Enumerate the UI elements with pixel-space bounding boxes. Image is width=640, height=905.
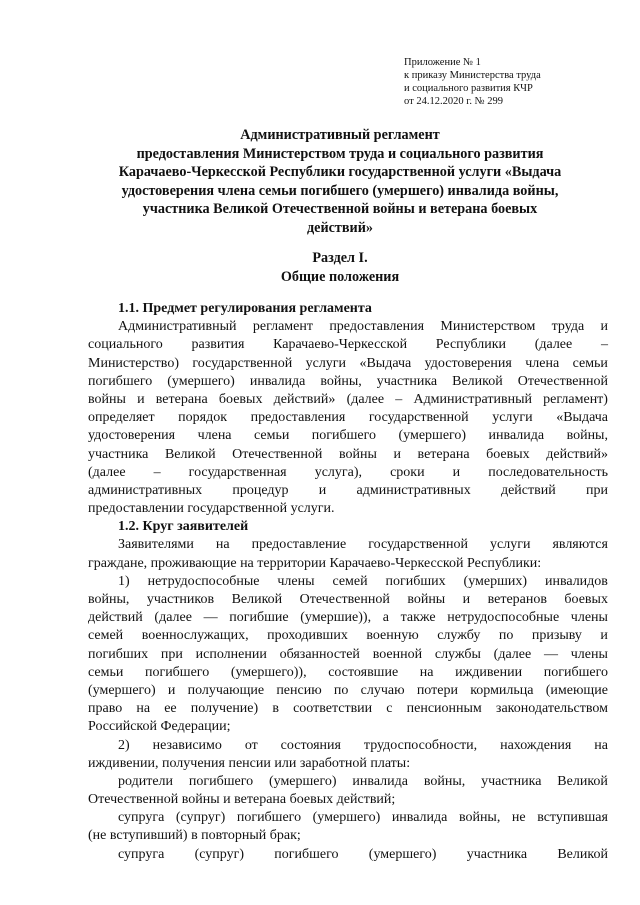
word: нетрудоспособные <box>447 610 560 626</box>
word: при <box>160 646 183 662</box>
word: – <box>153 464 161 480</box>
word: по <box>498 628 514 644</box>
word: иждивении <box>455 664 523 680</box>
word: Великой <box>231 592 283 607</box>
word: а <box>382 610 389 626</box>
word: погибшие <box>229 610 289 626</box>
word: и <box>137 391 145 407</box>
word: боевых <box>486 446 530 462</box>
annex-note <box>404 56 624 108</box>
text-line <box>88 846 608 864</box>
word: регламент <box>252 319 313 335</box>
word: семьи <box>572 355 608 371</box>
word: члены <box>570 610 608 626</box>
word: пенсионным <box>406 701 482 717</box>
word: с <box>386 701 393 717</box>
word: военнослужащих, <box>141 628 249 644</box>
word: Административный <box>413 391 532 407</box>
word: погибшего <box>188 773 254 789</box>
word: войны, <box>566 428 608 444</box>
word: участника <box>376 373 438 389</box>
word: участников <box>146 592 215 607</box>
word: и <box>600 628 608 644</box>
word: войны, <box>320 373 362 389</box>
word: удостоверения <box>424 355 512 371</box>
word: (умершего) <box>268 773 337 789</box>
word: семьи <box>253 428 290 444</box>
word: Министерством <box>440 319 536 335</box>
text-line <box>88 627 608 645</box>
word: административных <box>356 482 471 498</box>
word: ветерана <box>417 446 470 462</box>
text-line: Российской Федерации; <box>88 719 231 735</box>
word: Отечественной <box>517 373 608 389</box>
word: погибшего <box>236 810 302 826</box>
word: определяет <box>88 410 155 426</box>
title-line: участника Великой Отечественной войны и ветерана боевых <box>142 201 538 217</box>
word: Административный <box>118 319 237 335</box>
word: военной <box>372 646 423 662</box>
word: Отечественной <box>232 446 323 462</box>
title-line: Административный регламент <box>240 127 440 143</box>
word: действий» <box>546 446 608 462</box>
word: семьи <box>88 664 124 680</box>
word: (умершего) <box>398 428 467 444</box>
word: предоставления <box>250 410 346 426</box>
annex-line: к приказу Министерства труда <box>404 70 541 81</box>
text-line <box>88 536 608 554</box>
word: законодательством <box>495 701 608 717</box>
title-line: удостоверения члена семьи погибшего (умершего) инвалида войны, <box>121 182 559 199</box>
word: службы <box>434 646 481 662</box>
word: нахождения <box>500 737 572 753</box>
text-line: предоставлении государственной услуги. <box>88 501 335 517</box>
word: и <box>318 482 327 498</box>
text-line <box>88 409 608 427</box>
text-line <box>88 318 608 336</box>
word: развития <box>191 337 245 353</box>
word: боевых <box>564 592 608 607</box>
word: порядок <box>178 410 228 426</box>
word: сроки <box>390 464 425 480</box>
word: – <box>395 391 403 407</box>
word: пенсию <box>276 682 322 698</box>
word: Великой <box>452 373 503 389</box>
word: (супруг) <box>194 846 244 862</box>
word: погибших <box>385 573 446 589</box>
word: супруга <box>118 846 165 862</box>
word: регламент) <box>543 391 608 407</box>
word: участника <box>481 773 542 789</box>
word: административных <box>88 482 203 498</box>
word: услуга), <box>314 464 363 480</box>
text-line: иждивении, получения пенсии или заработной платы: <box>88 755 411 771</box>
word: исполнении <box>195 646 267 662</box>
word: члена <box>525 355 560 371</box>
word: (супруг) <box>175 810 226 826</box>
word: и <box>167 682 176 698</box>
section-number: Раздел I. <box>312 250 368 266</box>
word: процедур <box>232 482 289 498</box>
word: не <box>511 810 526 826</box>
word: ее <box>164 701 177 717</box>
word: по <box>333 682 349 698</box>
word: государственная <box>188 464 287 480</box>
word: боевых <box>218 391 263 407</box>
word: родители <box>118 773 174 789</box>
word: Республики <box>435 337 507 353</box>
word: — <box>203 610 218 626</box>
word: получение) <box>190 701 259 717</box>
text-line <box>88 573 608 591</box>
word: (умершего)), <box>230 664 307 680</box>
text-line: Отечественной войны и ветерана боевых действий; <box>88 792 396 808</box>
word: действий» <box>273 391 336 407</box>
word: труда <box>551 319 585 335</box>
section-name: Общие положения <box>280 269 400 285</box>
word: (умершего) <box>88 682 156 698</box>
word: семей <box>88 628 124 644</box>
word: погибших <box>88 646 149 662</box>
word: независимо <box>152 737 222 753</box>
word: Карачаево-Черкесской <box>273 337 408 353</box>
document-title <box>70 126 610 237</box>
word: ветеранов <box>487 592 547 607</box>
word: погибшего <box>88 373 153 389</box>
text-line <box>88 427 608 445</box>
subsection-heading: 1.2. Круг заявителей <box>118 519 249 535</box>
word: проходивших <box>267 628 348 644</box>
word: действий <box>88 610 143 626</box>
word: (далее <box>88 464 126 480</box>
text-line <box>88 809 608 827</box>
word: кормильца <box>470 682 534 698</box>
word: (умершего) <box>368 846 437 862</box>
word: действий <box>500 482 556 498</box>
word: государственной <box>368 537 468 553</box>
word: (имеющие <box>545 682 608 698</box>
word: и <box>452 464 461 480</box>
word: 2) <box>118 737 130 753</box>
word: войны, <box>423 773 466 789</box>
section-heading <box>70 249 610 287</box>
word: войны <box>88 391 126 407</box>
word: последовательность <box>488 464 608 480</box>
document-body <box>88 300 608 864</box>
word: Великой <box>557 846 608 862</box>
word: войны <box>407 592 446 607</box>
text-line: (не вступивший) в повторный брак; <box>88 828 301 844</box>
subsection-heading: 1.1. Предмет регулирования регламента <box>118 301 372 316</box>
word: на <box>215 537 230 553</box>
text-line <box>88 391 608 409</box>
word: (умершие)), <box>300 610 372 626</box>
word: инвалидов <box>544 573 608 589</box>
word: «Выдача <box>359 355 412 371</box>
word: Отечественной <box>299 592 390 607</box>
word: случаю <box>360 682 405 698</box>
text-line <box>88 336 608 354</box>
word: социального <box>88 337 163 353</box>
word: состоявшие <box>328 664 399 680</box>
word: «Выдача <box>556 410 608 426</box>
text-line <box>88 737 608 755</box>
word: службу <box>437 628 481 644</box>
text-line <box>88 482 608 500</box>
word: также <box>400 610 436 626</box>
word: обязанностей <box>279 646 360 662</box>
text-line: граждане, проживающие на территории Карачаево-Черкесской Республики: <box>88 555 542 571</box>
word: государственной <box>192 355 293 371</box>
word: призыву <box>531 628 582 644</box>
word: предоставление <box>251 537 347 553</box>
word: члены <box>570 646 608 662</box>
word: войны, <box>88 592 130 607</box>
word: получающие <box>187 682 265 698</box>
word: государственной <box>368 410 469 426</box>
word: удостоверения <box>88 428 176 444</box>
title-line: предоставления Министерством труда и социального развития <box>136 145 544 162</box>
annex-line: от 24.12.2020 г. № 299 <box>404 96 503 107</box>
word: погибшего <box>274 846 339 862</box>
word: участника <box>466 846 528 862</box>
word: нетрудоспособные <box>147 573 260 589</box>
word: инвалида <box>249 373 306 389</box>
word: Заявителями <box>118 537 194 553</box>
word: от <box>244 737 258 753</box>
word: войны <box>338 446 377 462</box>
word: – <box>600 337 608 353</box>
annex-line: Приложение № 1 <box>404 57 481 68</box>
word: являются <box>552 537 608 553</box>
text-line <box>88 446 608 464</box>
text-line <box>88 700 608 718</box>
word: Министерство) <box>88 355 179 371</box>
word: погибшего <box>144 664 210 680</box>
word: супруга <box>118 810 165 826</box>
title-line: действий» <box>306 219 374 236</box>
word: (далее <box>346 391 385 407</box>
word: (далее <box>154 610 192 626</box>
text-line <box>88 646 608 664</box>
text-line <box>88 773 608 791</box>
word: предоставления <box>329 319 425 335</box>
word: потери <box>416 682 458 698</box>
annex-line: и социального развития КЧР <box>404 83 533 94</box>
text-line <box>88 682 608 700</box>
word: инвалида <box>488 428 545 444</box>
word: на <box>594 737 608 753</box>
text-line <box>88 464 608 482</box>
word: члена <box>197 428 232 444</box>
word: ветерана <box>155 391 208 407</box>
word: погибшего <box>543 664 608 680</box>
word: участника <box>88 446 149 462</box>
word: соответствии <box>293 701 373 717</box>
word: (далее <box>534 337 573 353</box>
word: состояния <box>280 737 341 753</box>
word: трудоспособности, <box>363 737 478 753</box>
word: (умерших) <box>463 573 528 589</box>
word: военную <box>366 628 419 644</box>
word: и <box>600 319 608 335</box>
word: услуги <box>490 537 531 553</box>
word: на <box>419 664 434 680</box>
text-line <box>88 591 608 609</box>
word: 1) <box>118 573 130 589</box>
word: услуги <box>305 355 347 371</box>
text-line <box>88 373 608 391</box>
word: и <box>462 592 471 607</box>
word: при <box>585 482 608 498</box>
text-line <box>88 355 608 373</box>
word: погибшего <box>311 428 377 444</box>
word: на <box>136 701 151 717</box>
word: семей <box>332 573 368 589</box>
word: (умершего) <box>312 810 381 826</box>
word: члены <box>277 573 315 589</box>
word: — <box>543 646 558 662</box>
word: войны, <box>458 810 501 826</box>
text-line <box>88 664 608 682</box>
word: (умершего) <box>167 373 235 389</box>
word: и <box>393 446 401 462</box>
word: инвалида <box>391 810 448 826</box>
title-line: Карачаево-Черкесской Республики государственной услуги «Выдача <box>118 164 562 180</box>
word: инвалида <box>352 773 408 789</box>
text-line <box>88 609 608 627</box>
word: Великой <box>164 446 216 462</box>
word: Великой <box>557 773 608 789</box>
word: услуги <box>492 410 533 426</box>
word: (далее <box>493 646 532 662</box>
word: вступившая <box>537 810 608 826</box>
word: в <box>272 701 279 717</box>
word: право <box>88 701 123 717</box>
